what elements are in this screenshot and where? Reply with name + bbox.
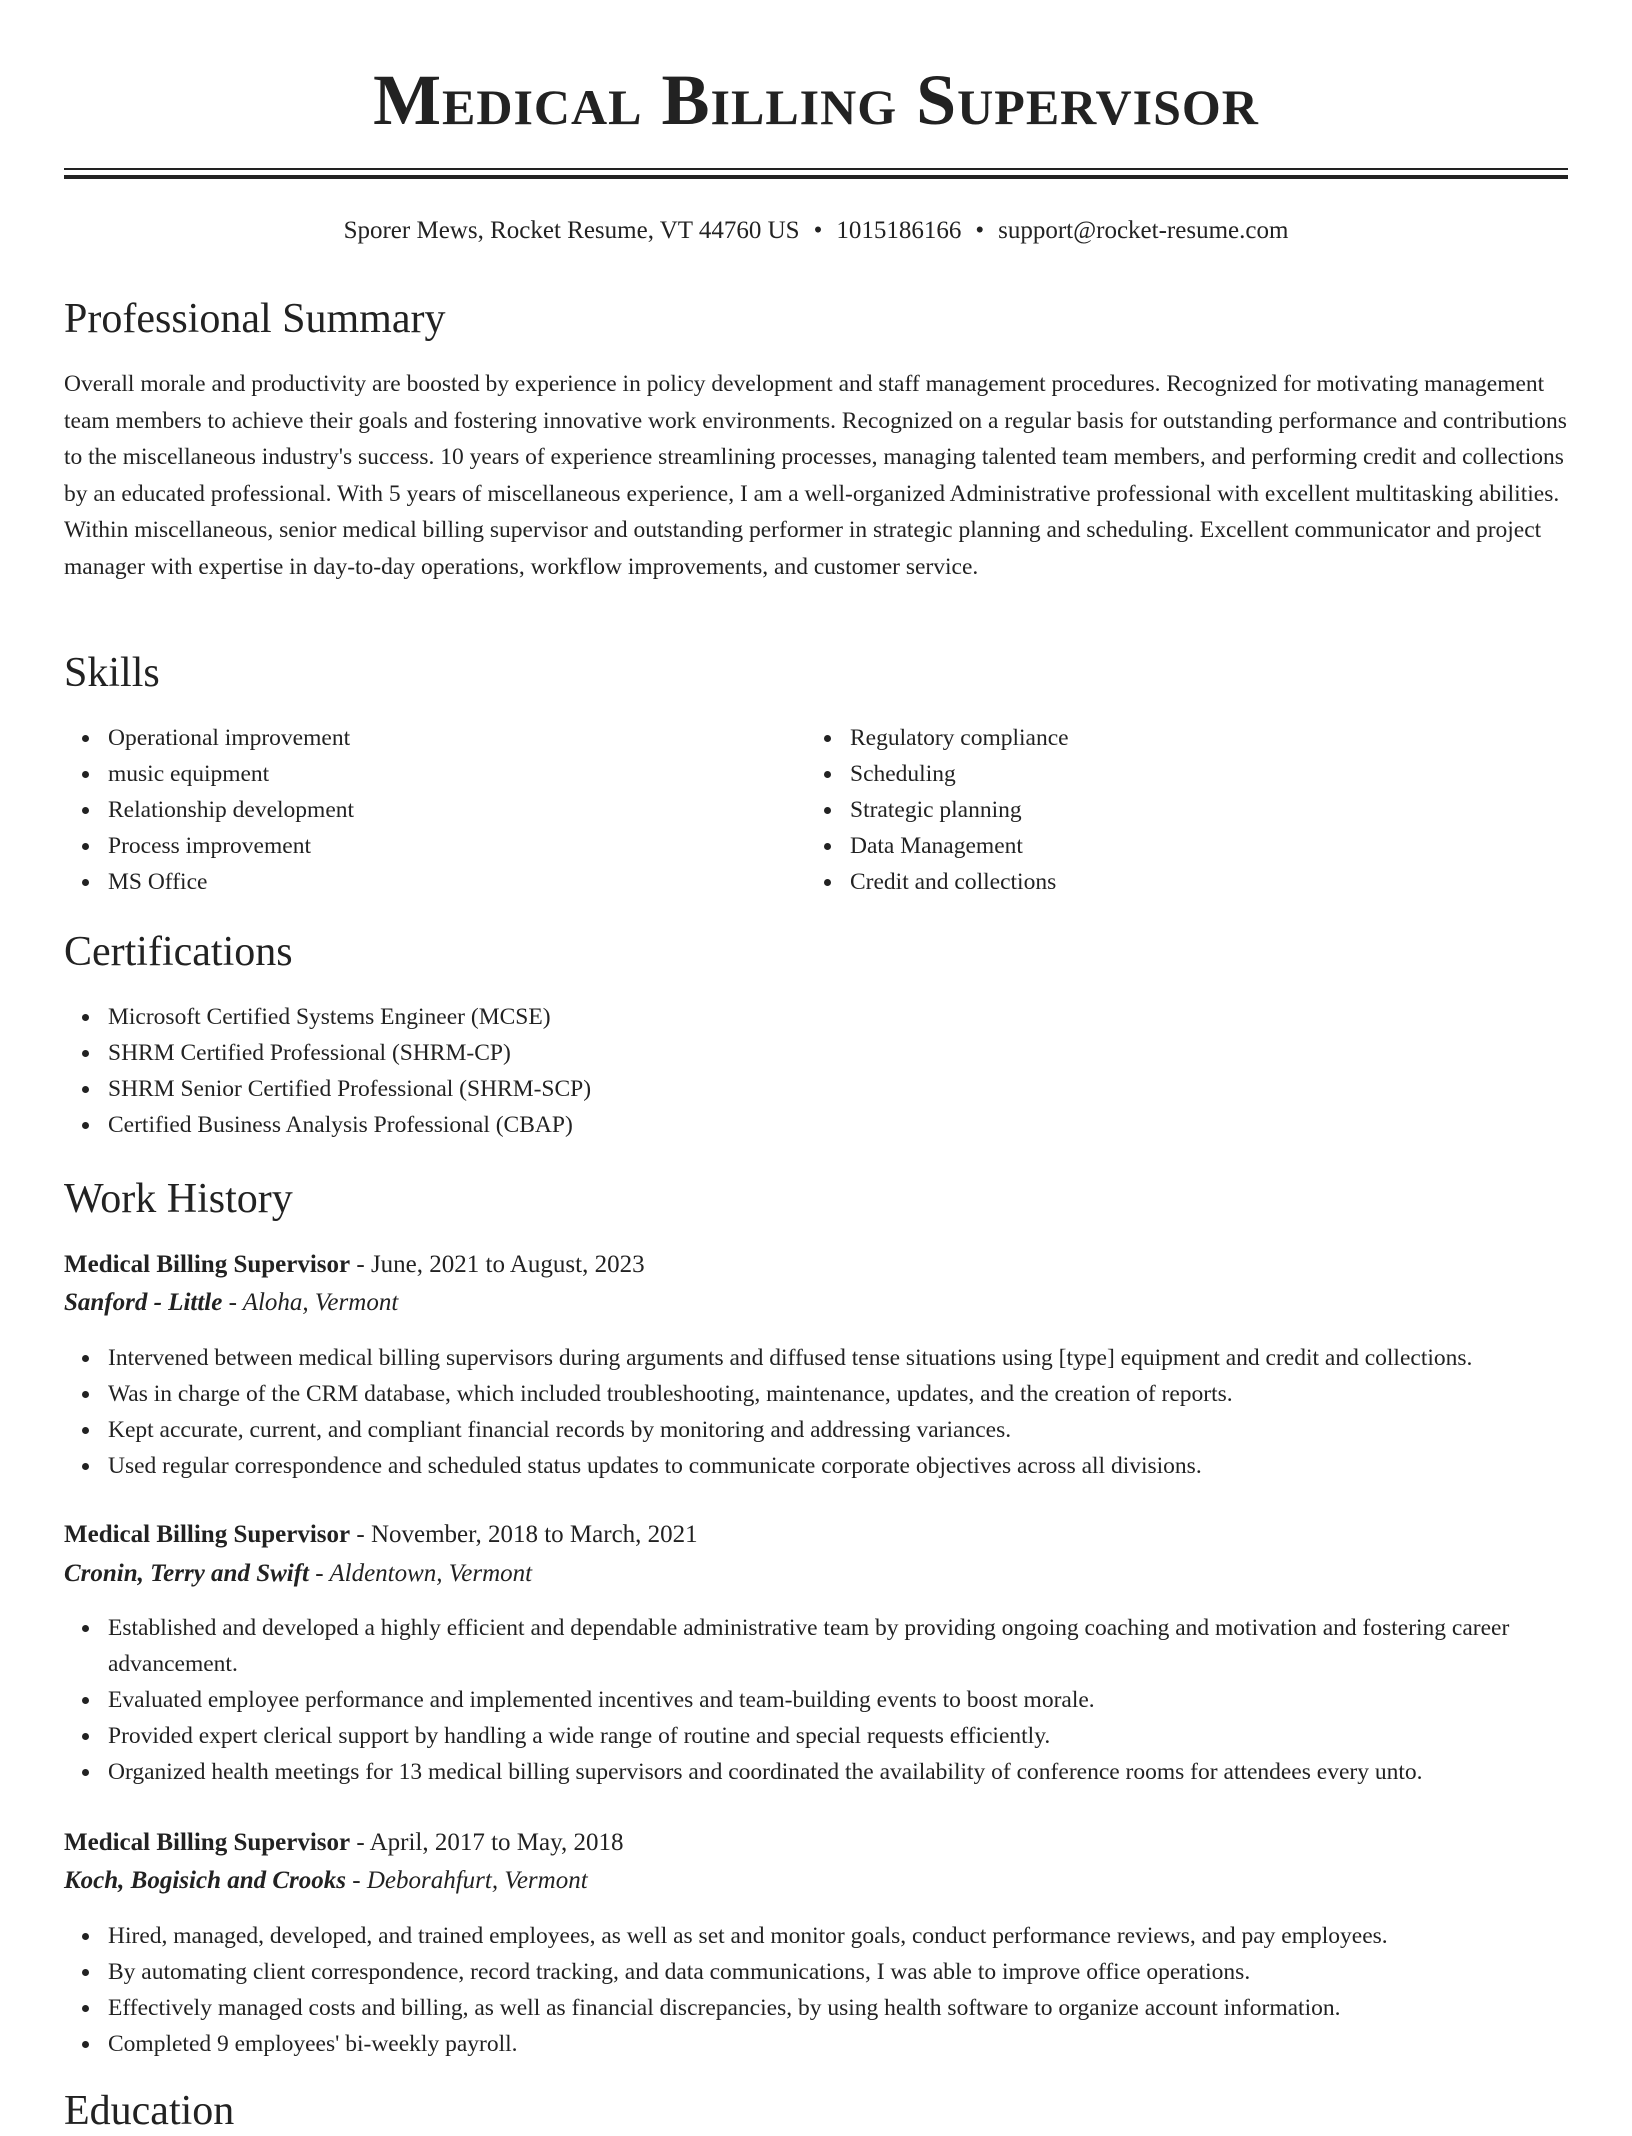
job-location: - Aldentown, Vermont [308, 1560, 533, 1587]
job-bullet: Evaluated employee performance and implemented incentives and team-building events to boost morale. [64, 1682, 1568, 1718]
skill-item: Credit and collections [806, 864, 1546, 900]
section-title-education: Education [64, 2088, 235, 2134]
job-company: Sanford - Little [64, 1289, 223, 1316]
job-title-line [64, 1518, 1568, 1552]
skill-item: Operational improvement [64, 720, 804, 756]
header-rule-thick [64, 175, 1568, 179]
job-bullet: Hired, managed, developed, and trained employees, as well as set and monitor goals, conduct performance reviews, and pay employees. [64, 1918, 1568, 1954]
contact-separator: • [813, 217, 823, 244]
job-dates: - April, 2017 to May, 2018 [350, 1829, 624, 1856]
job-bullet: Established and developed a highly efficient and dependable administrative team by providing ongoing coaching and motivation and fostering career advancement. [64, 1610, 1568, 1682]
contact-phone: 1015186166 [836, 217, 962, 244]
job-bullets [64, 1918, 1568, 2062]
contact-email: support@rocket-resume.com [998, 217, 1289, 244]
job-company: Koch, Bogisich and Crooks [64, 1867, 347, 1894]
job-bullet: Kept accurate, current, and compliant financial records by monitoring and addressing variances. [64, 1412, 1568, 1448]
job-title: Medical Billing Supervisor [64, 1251, 351, 1278]
job-dates: - November, 2018 to March, 2021 [350, 1521, 698, 1548]
skill-item: Relationship development [64, 792, 804, 828]
skill-item: Process improvement [64, 828, 804, 864]
job-bullet: Used regular correspondence and scheduled status updates to communicate corporate objectives across all divisions. [64, 1448, 1568, 1484]
section-title-work-history: Work History [64, 1176, 293, 1222]
job-title: Medical Billing Supervisor [64, 1829, 351, 1856]
skill-item: music equipment [64, 756, 804, 792]
job-bullet: Provided expert clerical support by handling a wide range of routine and special requests efficiently. [64, 1718, 1568, 1754]
section-title-skills: Skills [64, 650, 160, 696]
job-title-line [64, 1248, 1568, 1282]
resume-name: Medical Billing Supervisor [373, 60, 1259, 140]
job-company-line [64, 1864, 1568, 1898]
certification-item: Certified Business Analysis Professional (CBAP) [64, 1107, 1568, 1143]
job-location: - Aloha, Vermont [222, 1289, 399, 1316]
contact-separator: • [975, 217, 985, 244]
header-rule-thin [64, 168, 1568, 170]
skill-item: MS Office [64, 864, 804, 900]
skills-list-left [64, 720, 804, 900]
skill-item: Scheduling [806, 756, 1546, 792]
skill-item: Strategic planning [806, 792, 1546, 828]
job-company-line [64, 1286, 1568, 1320]
job-bullets [64, 1610, 1568, 1790]
certifications-list [64, 999, 1568, 1143]
certification-item: SHRM Certified Professional (SHRM-CP) [64, 1035, 1568, 1071]
skill-item: Regulatory compliance [806, 720, 1546, 756]
job-company-line [64, 1557, 1568, 1591]
certification-item: Microsoft Certified Systems Engineer (MCSE) [64, 999, 1568, 1035]
skill-item: Data Management [806, 828, 1546, 864]
job-location: - Deborahfurt, Vermont [346, 1867, 588, 1894]
job-bullet: By automating client correspondence, record tracking, and data communications, I was able to improve office operations. [64, 1954, 1568, 1990]
job-company: Cronin, Terry and Swift [64, 1560, 309, 1587]
job-bullets [64, 1340, 1568, 1484]
summary-text: Overall morale and productivity are boosted by experience in policy development and staff management procedures. Recognized for motivating management team members to achieve their goals and fostering innovative work environments. Recognized on a regular basis for outstanding performance and contributions to the miscellaneous industry's success. 10 years of experience streamlining processes, managing talented team members, and performing credit and collections by an educated professional. With 5 years of miscellaneous experience, I am a well-organized Administrative professional with excellent multitasking abilities. Within miscellaneous, senior medical billing supervisor and outstanding performer in strategic planning and scheduling. Excellent communicator and project manager with expertise in day-to-day operations, workflow improvements, and customer service. [64, 371, 1567, 580]
job-bullet: Was in charge of the CRM database, which included troubleshooting, maintenance, updates, and the creation of reports. [64, 1376, 1568, 1412]
certification-item: SHRM Senior Certified Professional (SHRM-SCP) [64, 1071, 1568, 1107]
skills-list-right [806, 720, 1546, 900]
job-bullet: Organized health meetings for 13 medical billing supervisors and coordinated the availability of conference rooms for attendees every unto. [64, 1754, 1568, 1790]
job-bullet: Intervened between medical billing supervisors during arguments and diffused tense situations using [type] equipment and credit and collections. [64, 1340, 1568, 1376]
job-bullet: Effectively managed costs and billing, as well as financial discrepancies, by using health software to organize account information. [64, 1990, 1568, 2026]
job-title-line [64, 1826, 1568, 1860]
section-title-summary: Professional Summary [64, 296, 446, 342]
job-dates: - June, 2021 to August, 2023 [350, 1251, 645, 1278]
job-title: Medical Billing Supervisor [64, 1521, 351, 1548]
job-bullet: Completed 9 employees' bi-weekly payroll. [64, 2026, 1568, 2062]
contact-line [64, 214, 1568, 248]
contact-address: Sporer Mews, Rocket Resume, VT 44760 US [343, 217, 800, 244]
section-title-certifications: Certifications [64, 929, 293, 975]
